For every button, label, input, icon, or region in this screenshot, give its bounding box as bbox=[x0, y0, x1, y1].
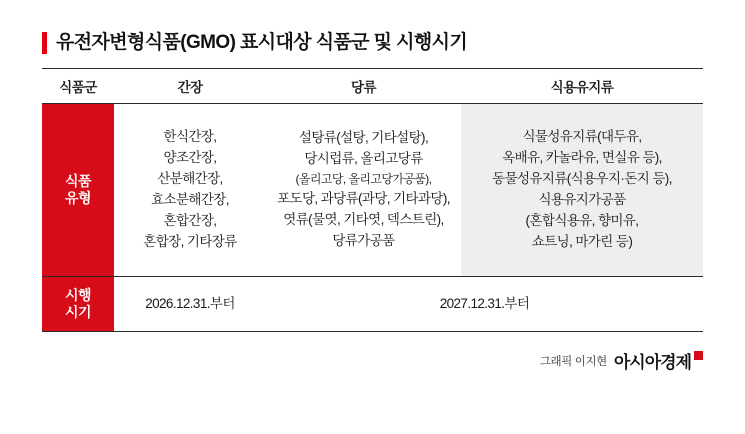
cell-effective-date-others: 2027.12.31.부터 bbox=[266, 277, 703, 331]
text-line: 한식간장, bbox=[163, 129, 217, 145]
header-food-group: 식품군 bbox=[59, 80, 97, 95]
header-edible-oils: 식용유지류 bbox=[550, 80, 614, 95]
table-bottom-divider bbox=[42, 331, 703, 332]
infographic-page bbox=[0, 32, 745, 434]
text-line: 양조간장, bbox=[163, 150, 217, 166]
text-line: 혼합간장, bbox=[163, 212, 217, 228]
brand-mark-icon bbox=[694, 351, 703, 360]
credit-text: 그래픽 이지현 bbox=[539, 355, 607, 368]
row-label-line-1: 식품 bbox=[64, 172, 92, 189]
table-row bbox=[42, 277, 703, 331]
cell-edible-oil-types bbox=[461, 104, 703, 276]
table-header-row bbox=[42, 69, 703, 104]
row-label-food-type bbox=[42, 104, 114, 276]
text-line: 혼합장, 기타장류 bbox=[143, 233, 237, 249]
text-line: (올리고당, 올리고당가공품), bbox=[295, 172, 432, 187]
text-line: (혼합식용유, 향미유, bbox=[525, 212, 639, 228]
title-accent-bar bbox=[42, 32, 47, 54]
text-line: 설탕류(설탕, 기타설탕), bbox=[298, 130, 429, 146]
text-line: 식용유지가공품 bbox=[538, 192, 626, 207]
gmo-table bbox=[42, 68, 703, 332]
text-line: 엿류(물엿, 기타엿, 덱스트린), bbox=[283, 211, 444, 227]
text-line: 당류가공품 bbox=[332, 232, 395, 248]
cell-effective-date-soy-sauce: 2026.12.31.부터 bbox=[114, 277, 266, 331]
text-line: 쇼트닝, 마가린 등) bbox=[531, 233, 633, 249]
text-line: 효소분해간장, bbox=[151, 192, 229, 207]
table-row bbox=[42, 104, 703, 276]
text-line: 옥배유, 카놀라유, 면실유 등), bbox=[502, 150, 662, 166]
text-line: 동물성유지류(식용우지·돈지 등), bbox=[492, 171, 672, 187]
text-line: 산분해간장, bbox=[157, 171, 223, 187]
cell-sugar-types bbox=[266, 104, 461, 276]
row-label-line-1: 시행 bbox=[64, 286, 92, 303]
header-sugars: 당류 bbox=[350, 80, 377, 95]
credit bbox=[42, 348, 703, 373]
row-label-line-2: 유형 bbox=[64, 190, 92, 206]
header-soy-sauce: 간장 bbox=[177, 80, 203, 95]
row-label-effective-date bbox=[42, 277, 114, 331]
row-label-line-2: 시기 bbox=[64, 304, 92, 320]
credit-brand: 아시아경제 bbox=[613, 353, 691, 372]
text-line: 식물성유지류(대두유, bbox=[522, 129, 642, 145]
page-title-text: 유전자변형식품(GMO) 표시대상 식품군 및 시행시기 bbox=[56, 31, 468, 53]
cell-soy-sauce-types bbox=[114, 104, 266, 276]
page-title bbox=[42, 32, 703, 54]
text-line: 당시럽류, 올리고당류 bbox=[304, 151, 423, 167]
text-line: 포도당, 과당류(과당, 기타과당), bbox=[277, 190, 450, 206]
